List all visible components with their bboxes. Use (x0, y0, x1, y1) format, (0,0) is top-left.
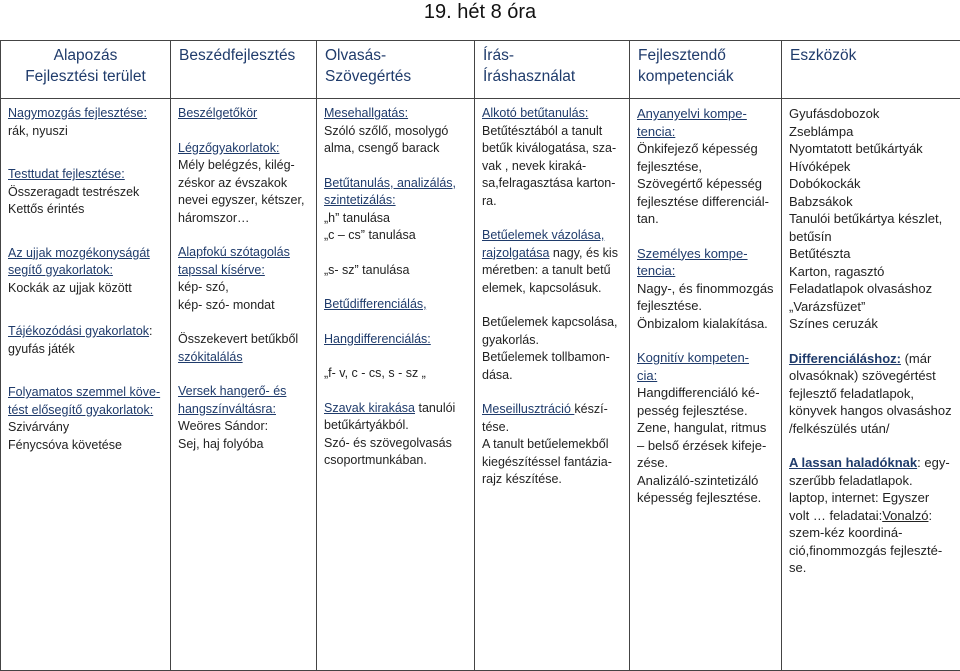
header-line: Fejlesztési terület (9, 66, 162, 87)
cell-line: tapssal kísérve: (178, 262, 312, 280)
cell-line (789, 350, 956, 368)
cell-line (8, 323, 166, 341)
cell-line: dása. (482, 367, 625, 385)
cell-olvasas (317, 99, 475, 671)
cell-line: rák, nyuszi (8, 123, 166, 141)
cell-line: Betűdifferenciálás, (324, 296, 470, 314)
header-line: Szövegértés (325, 66, 466, 87)
cell-line: Betűtanulás, analizálás, (324, 175, 470, 193)
cell-line: Alapfokú szótagolás (178, 244, 312, 262)
cell-line: Anyanyelvi kompe- (637, 105, 777, 123)
cell-line: Szövegértő képesség (637, 175, 777, 193)
cell-line: hangszínváltásra: (178, 401, 312, 419)
cell-line: betűk kiválogatása, sza- (482, 140, 625, 158)
cell-line: se. (789, 559, 956, 577)
cell-line (482, 401, 625, 419)
header-eszkozok (782, 41, 960, 99)
header-row (1, 41, 960, 99)
cell-line: Beszélgetőkör (178, 105, 312, 123)
cell-fejlesztesi-terulet (1, 99, 171, 671)
cell-text: Differenciáláshoz: (789, 351, 901, 366)
cell-line: „s- sz” tanulása (324, 262, 470, 280)
page-title: 19. hét 8 óra (0, 0, 960, 24)
cell-text: : egy- (917, 455, 950, 470)
cell-line: vak , nevek kiraká- (482, 158, 625, 176)
cell-line: Folyamatos szemmel köve- (8, 384, 166, 402)
cell-line: Nagy-, és finommozgás (637, 280, 777, 298)
cell-line: Kognitív kompeten- (637, 349, 777, 367)
cell-line: képesség fejlesztése. (637, 489, 777, 507)
cell-line: Személyes kompe- (637, 245, 777, 263)
cell-line: Összekevert betűkből (178, 331, 312, 349)
cell-line: zéskor az évszakok (178, 175, 312, 193)
cell-line: Zseblámpa (789, 123, 956, 141)
header-line: Alapozás (9, 45, 162, 66)
cell-line: Zene, hangulat, ritmus (637, 419, 777, 437)
cell-line: zése. (637, 454, 777, 472)
cell-line (789, 507, 956, 525)
cell-text: Tájékozódási gyakorlatok (8, 324, 149, 338)
cell-line: kiegészítéssel fantázia- (482, 454, 625, 472)
cell-line: szem-kéz koordiná- (789, 524, 956, 542)
cell-line: tencia: (637, 262, 777, 280)
cell-line: Testtudat fejlesztése: (8, 166, 166, 184)
cell-text: A lassan haladóknak (789, 455, 917, 470)
cell-iras (475, 99, 630, 671)
cell-eszkozok (782, 99, 960, 671)
cell-line: gyakorlás. (482, 332, 625, 350)
cell-line: Tanulói betűkártya készlet, (789, 210, 956, 228)
cell-line: szintetizálás: (324, 192, 470, 210)
cell-line: ció,finommozgás fejleszté- (789, 542, 956, 560)
cell-line: Weöres Sándor: (178, 418, 312, 436)
cell-line: Sej, haj folyóba (178, 436, 312, 454)
cell-line: nevei egyszer, kétszer, (178, 192, 312, 210)
cell-line: tést elősegítő gyakorlatok: (8, 402, 166, 420)
cell-line: elemek, kapcsolásuk. (482, 280, 625, 298)
cell-text: tanulói (415, 401, 455, 415)
cell-text: készí- (574, 402, 607, 416)
cell-line: Az ujjak mozgékonyságát (8, 245, 166, 263)
cell-line: /felkészülés után/ (789, 420, 956, 438)
cell-line: Szivárvány (8, 419, 166, 437)
cell-line: könyvek hangos olvasáshoz (789, 402, 956, 420)
cell-text: Szavak kirakása (324, 401, 415, 415)
cell-line: Önkifejező képesség (637, 140, 777, 158)
cell-line: – belső érzések kifeje- (637, 437, 777, 455)
cell-text: Meseillusztráció (482, 402, 574, 416)
cell-line: kép- szó, (178, 279, 312, 297)
header-beszedfejlesztes (171, 41, 317, 99)
cell-line: kép- szó- mondat (178, 297, 312, 315)
header-line: Eszközök (790, 45, 952, 66)
cell-line: Versek hangerő- és (178, 383, 312, 401)
cell-line: cia: (637, 367, 777, 385)
header-line: Beszédfejlesztés (179, 45, 308, 66)
cell-line: pesség fejlesztése. (637, 402, 777, 420)
cell-line: rajz készítése. (482, 471, 625, 489)
header-fejlesztesi-terulet (1, 41, 171, 99)
cell-text: nagy, és kis (549, 246, 618, 260)
cell-line: betűkártyákból. (324, 417, 470, 435)
cell-line: Nyomtatott betűkártyák (789, 140, 956, 158)
cell-line: Babzsákok (789, 193, 956, 211)
cell-line: szókitalálás (178, 349, 312, 367)
cell-line: olvasóknak) szövegértést (789, 367, 956, 385)
cell-line: sa,felragasztása karton- (482, 175, 625, 193)
cell-line: csoportmunkában. (324, 452, 470, 470)
header-line: kompetenciák (638, 66, 773, 87)
cell-line: szerűbb feladatlapok. (789, 472, 956, 490)
cell-text: : (149, 324, 152, 338)
content-row (1, 99, 960, 671)
cell-line: Szóló szőlő, mosolygó (324, 123, 470, 141)
cell-line: Fénycsóva követése (8, 437, 166, 455)
cell-line: Hívóképek (789, 158, 956, 176)
cell-line: Feladatlapok olvasáshoz (789, 280, 956, 298)
cell-line: Analizáló-szintetizáló (637, 472, 777, 490)
cell-line: méretben: a tanult betű (482, 262, 625, 280)
cell-line: A tanult betűelemekből (482, 436, 625, 454)
cell-line: betűsín (789, 228, 956, 246)
cell-line: „Varázsfüzet” (789, 298, 956, 316)
header-olvasas (317, 41, 475, 99)
cell-line: Nagymozgás fejlesztése: (8, 105, 166, 123)
cell-beszedfejlesztes (171, 99, 317, 671)
cell-line: fejlesztő feladatlapok, (789, 385, 956, 403)
cell-line: Betűtészta (789, 245, 956, 263)
cell-line: alma, csengő barack (324, 140, 470, 158)
cell-kompetenciak (630, 99, 782, 671)
cell-line: fejlesztése differenciál- (637, 193, 777, 211)
cell-text: volt … feladatai: (789, 508, 882, 523)
cell-line: Gyufásdobozok (789, 105, 956, 123)
cell-line: „h” tanulása (324, 210, 470, 228)
cell-line: Szó- és szövegolvasás (324, 435, 470, 453)
cell-line: Hangdifferenciáló ké- (637, 384, 777, 402)
header-line: Olvasás- (325, 45, 466, 66)
header-kompetenciak (630, 41, 782, 99)
cell-line: fejlesztése. (637, 297, 777, 315)
cell-line: gyufás játék (8, 341, 166, 359)
cell-line: Betűelemek kapcsolása, (482, 314, 625, 332)
cell-line: Betűelemek vázolása, (482, 227, 625, 245)
cell-line (482, 245, 625, 263)
cell-line: Mély belégzés, kilég- (178, 157, 312, 175)
cell-line: Betűtésztából a tanult (482, 123, 625, 141)
cell-line: „c – cs” tanulása (324, 227, 470, 245)
cell-line: Kettős érintés (8, 201, 166, 219)
cell-line (324, 400, 470, 418)
cell-line: Hangdifferenciálás: (324, 331, 470, 349)
cell-line (789, 454, 956, 472)
lesson-plan-table (0, 40, 960, 671)
cell-line: Betűelemek tollbamon- (482, 349, 625, 367)
cell-line: Színes ceruzák (789, 315, 956, 333)
header-line: Írás- (483, 45, 621, 66)
cell-line: Mesehallgatás: (324, 105, 470, 123)
cell-line: ra. (482, 193, 625, 211)
cell-line: „f- v, c - cs, s - sz „ (324, 365, 470, 383)
cell-line: Légzőgyakorlatok: (178, 140, 312, 158)
cell-line: Önbizalom kialakítása. (637, 315, 777, 333)
cell-text: : (928, 508, 932, 523)
cell-line: fejlesztése, (637, 158, 777, 176)
cell-line: laptop, internet: Egyszer (789, 489, 956, 507)
cell-text: (már (901, 351, 931, 366)
cell-text: rajzolgatása (482, 246, 549, 260)
cell-line: Összeragadt testrészek (8, 184, 166, 202)
cell-line: segítő gyakorlatok: (8, 262, 166, 280)
header-line: Íráshasználat (483, 66, 621, 87)
cell-line: háromszor… (178, 210, 312, 228)
cell-line: tencia: (637, 123, 777, 141)
cell-line: Karton, ragasztó (789, 263, 956, 281)
cell-line: tése. (482, 419, 625, 437)
header-line: Fejlesztendő (638, 45, 773, 66)
cell-text: Vonalzó (882, 508, 928, 523)
cell-line: Kockák az ujjak között (8, 280, 166, 298)
cell-line: tan. (637, 210, 777, 228)
cell-line: Alkotó betűtanulás: (482, 105, 625, 123)
header-iras (475, 41, 630, 99)
cell-line: Dobókockák (789, 175, 956, 193)
